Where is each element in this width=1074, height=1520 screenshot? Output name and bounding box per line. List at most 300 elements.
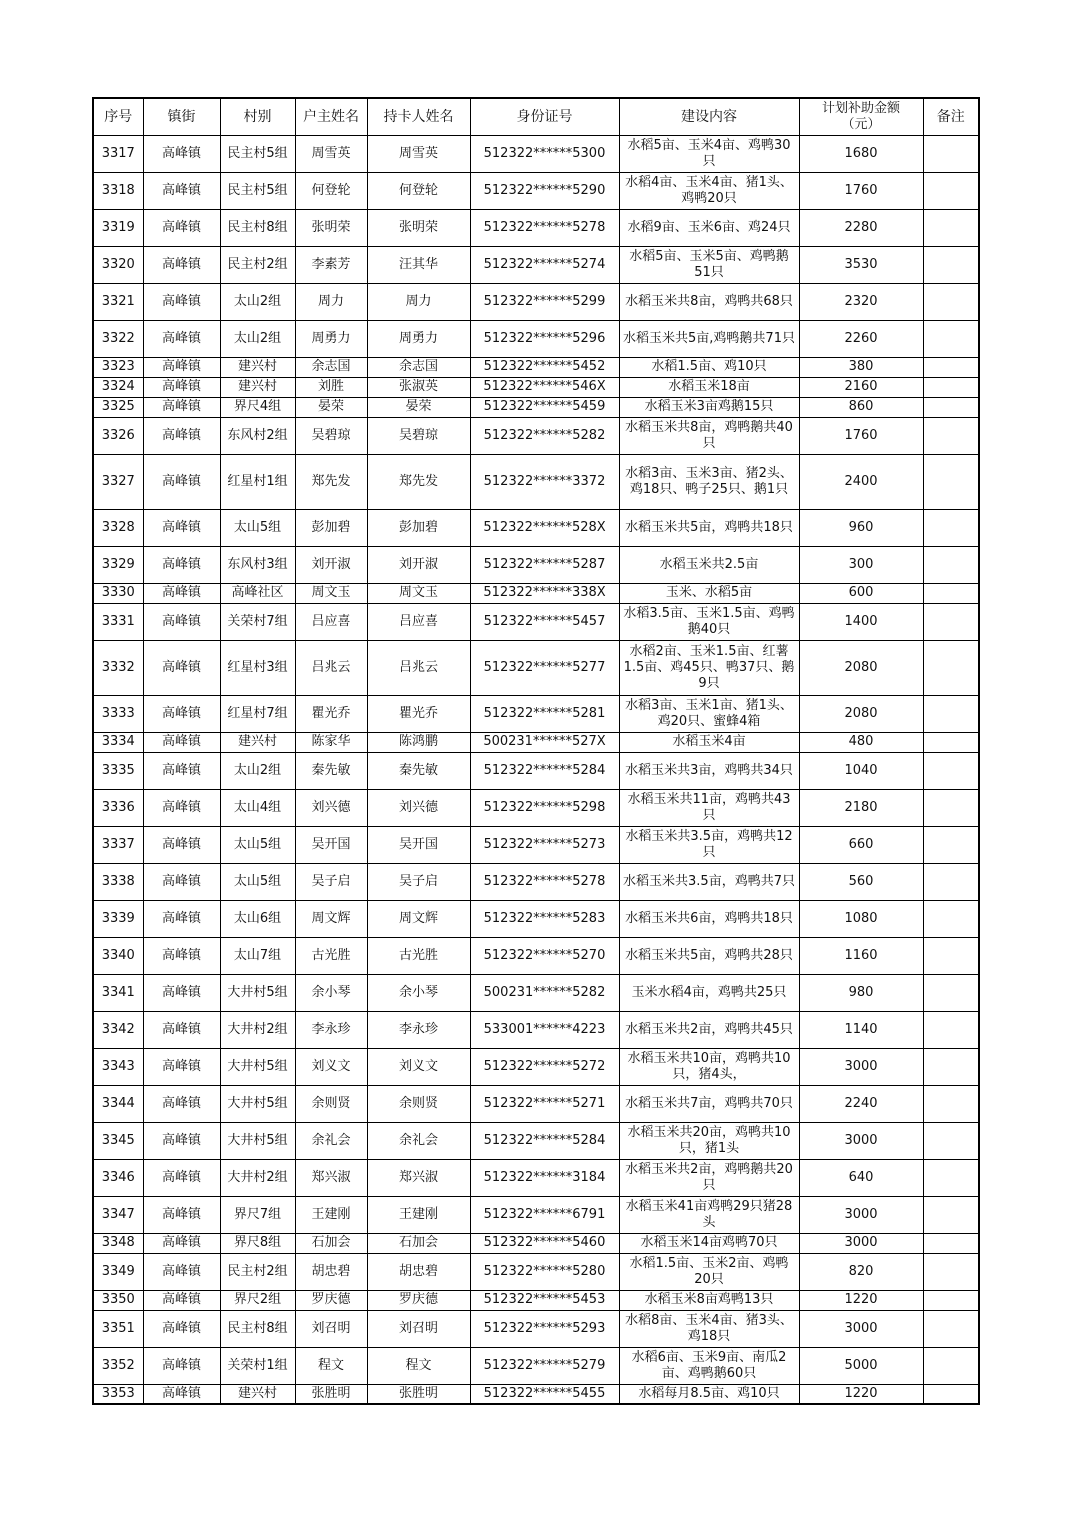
cell-remarks <box>923 172 979 209</box>
cell-town: 高峰镇 <box>143 357 220 377</box>
cell-id-number: 512322******5277 <box>470 640 619 695</box>
cell-id-number: 512322******5459 <box>470 397 619 417</box>
cell-id-number: 512322******5271 <box>470 1085 619 1122</box>
cell-village: 东风村3组 <box>220 546 295 583</box>
cell-householder: 余小琴 <box>295 974 367 1011</box>
cell-town: 高峰镇 <box>143 900 220 937</box>
table-row <box>93 863 979 900</box>
cell-remarks <box>923 1347 979 1384</box>
cell-cardholder: 周力 <box>367 283 470 320</box>
cell-seq: 3342 <box>93 1011 143 1048</box>
cell-cardholder: 郑兴淑 <box>367 1159 470 1196</box>
cell-seq: 3330 <box>93 583 143 603</box>
header-id-number: 身份证号 <box>470 98 619 135</box>
cell-remarks <box>923 417 979 454</box>
table-row <box>93 1048 979 1085</box>
cell-householder: 郑兴淑 <box>295 1159 367 1196</box>
header-village: 村别 <box>220 98 295 135</box>
cell-seq: 3321 <box>93 283 143 320</box>
cell-householder: 何登轮 <box>295 172 367 209</box>
cell-village: 民主村8组 <box>220 209 295 246</box>
cell-subsidy: 2320 <box>799 283 923 320</box>
cell-id-number: 512322******6791 <box>470 1196 619 1233</box>
cell-village: 民主村2组 <box>220 246 295 283</box>
cell-cardholder: 刘召明 <box>367 1310 470 1347</box>
cell-subsidy: 2400 <box>799 454 923 509</box>
cell-id-number: 512322******546X <box>470 377 619 397</box>
cell-subsidy: 1220 <box>799 1290 923 1310</box>
cell-cardholder: 程文 <box>367 1347 470 1384</box>
cell-village: 太山2组 <box>220 320 295 357</box>
cell-seq: 3337 <box>93 826 143 863</box>
cell-subsidy: 2080 <box>799 640 923 695</box>
cell-village: 大井村5组 <box>220 1122 295 1159</box>
cell-village: 高峰社区 <box>220 583 295 603</box>
cell-town: 高峰镇 <box>143 509 220 546</box>
cell-cardholder: 吕兆云 <box>367 640 470 695</box>
cell-remarks <box>923 1085 979 1122</box>
cell-householder: 张胜明 <box>295 1384 367 1404</box>
cell-village: 大井村5组 <box>220 1048 295 1085</box>
cell-town: 高峰镇 <box>143 640 220 695</box>
table-body <box>93 135 979 1404</box>
cell-id-number: 512322******5287 <box>470 546 619 583</box>
cell-subsidy: 380 <box>799 357 923 377</box>
cell-construction: 水稻每月8.5亩、鸡10只 <box>619 1384 799 1404</box>
cell-seq: 3338 <box>93 863 143 900</box>
cell-householder: 刘开淑 <box>295 546 367 583</box>
table-row <box>93 246 979 283</box>
table-row <box>93 1159 979 1196</box>
cell-seq: 3317 <box>93 135 143 172</box>
cell-construction: 水稻玉米共8亩，鸡鸭鹅共40只 <box>619 417 799 454</box>
cell-seq: 3319 <box>93 209 143 246</box>
table-row <box>93 417 979 454</box>
cell-village: 界尺4组 <box>220 397 295 417</box>
cell-cardholder: 吴碧琼 <box>367 417 470 454</box>
cell-cardholder: 彭加碧 <box>367 509 470 546</box>
cell-construction: 水稻8亩、玉米4亩、猪3头、鸡18只 <box>619 1310 799 1347</box>
cell-village: 红星村1组 <box>220 454 295 509</box>
cell-subsidy: 3000 <box>799 1122 923 1159</box>
cell-cardholder: 余则贤 <box>367 1085 470 1122</box>
cell-construction: 水稻玉米共20亩，鸡鸭共10只，猪1头 <box>619 1122 799 1159</box>
cell-id-number: 512322******5453 <box>470 1290 619 1310</box>
cell-village: 关荣村1组 <box>220 1347 295 1384</box>
cell-subsidy: 860 <box>799 397 923 417</box>
cell-construction: 水稻玉米41亩鸡鸭29只猪28头 <box>619 1196 799 1233</box>
cell-cardholder: 张明荣 <box>367 209 470 246</box>
cell-id-number: 512322******5298 <box>470 789 619 826</box>
cell-id-number: 512322******5283 <box>470 900 619 937</box>
cell-householder: 张明荣 <box>295 209 367 246</box>
cell-town: 高峰镇 <box>143 863 220 900</box>
table-row <box>93 546 979 583</box>
cell-subsidy: 3000 <box>799 1048 923 1085</box>
cell-town: 高峰镇 <box>143 320 220 357</box>
cell-seq: 3349 <box>93 1253 143 1290</box>
cell-householder: 余礼会 <box>295 1122 367 1159</box>
cell-remarks <box>923 640 979 695</box>
cell-householder: 刘胜 <box>295 377 367 397</box>
cell-seq: 3353 <box>93 1384 143 1404</box>
cell-cardholder: 陈鸿鹏 <box>367 732 470 752</box>
cell-village: 太山5组 <box>220 509 295 546</box>
cell-construction: 水稻玉米共3亩，鸡鸭共34只 <box>619 752 799 789</box>
table-row <box>93 1253 979 1290</box>
cell-householder: 周文玉 <box>295 583 367 603</box>
cell-householder: 罗庆德 <box>295 1290 367 1310</box>
cell-construction: 水稻玉米共2.5亩 <box>619 546 799 583</box>
cell-id-number: 512322******338X <box>470 583 619 603</box>
cell-village: 建兴村 <box>220 377 295 397</box>
cell-construction: 水稻玉米4亩 <box>619 732 799 752</box>
cell-id-number: 512322******5280 <box>470 1253 619 1290</box>
header-subsidy: 计划补助金额 （元） <box>799 98 923 135</box>
table-row <box>93 377 979 397</box>
cell-village: 界尺7组 <box>220 1196 295 1233</box>
cell-cardholder: 周雪英 <box>367 135 470 172</box>
cell-householder: 周文辉 <box>295 900 367 937</box>
cell-construction: 水稻玉米共5亩，鸡鸭共18只 <box>619 509 799 546</box>
cell-remarks <box>923 546 979 583</box>
table-row <box>93 1384 979 1404</box>
cell-construction: 水稻玉米共3.5亩，鸡鸭共12只 <box>619 826 799 863</box>
cell-village: 红星村7组 <box>220 695 295 732</box>
cell-town: 高峰镇 <box>143 752 220 789</box>
cell-id-number: 512322******5299 <box>470 283 619 320</box>
cell-village: 大井村5组 <box>220 1085 295 1122</box>
cell-remarks <box>923 246 979 283</box>
cell-town: 高峰镇 <box>143 397 220 417</box>
cell-village: 太山4组 <box>220 789 295 826</box>
cell-village: 大井村5组 <box>220 974 295 1011</box>
cell-cardholder: 吴子启 <box>367 863 470 900</box>
cell-cardholder: 何登轮 <box>367 172 470 209</box>
cell-town: 高峰镇 <box>143 937 220 974</box>
cell-village: 太山2组 <box>220 752 295 789</box>
cell-cardholder: 张胜明 <box>367 1384 470 1404</box>
cell-cardholder: 李永珍 <box>367 1011 470 1048</box>
cell-village: 太山7组 <box>220 937 295 974</box>
table-row <box>93 937 979 974</box>
cell-town: 高峰镇 <box>143 417 220 454</box>
cell-id-number: 512322******5273 <box>470 826 619 863</box>
cell-town: 高峰镇 <box>143 1253 220 1290</box>
cell-town: 高峰镇 <box>143 1310 220 1347</box>
cell-construction: 水稻玉米共10亩，鸡鸭共10只，猪4头， <box>619 1048 799 1085</box>
header-householder: 户主姓名 <box>295 98 367 135</box>
cell-construction: 水稻6亩、玉米9亩、南瓜2亩、鸡鸭鹅60只 <box>619 1347 799 1384</box>
cell-subsidy: 980 <box>799 974 923 1011</box>
cell-householder: 陈家华 <box>295 732 367 752</box>
cell-town: 高峰镇 <box>143 1196 220 1233</box>
cell-remarks <box>923 1159 979 1196</box>
cell-householder: 刘召明 <box>295 1310 367 1347</box>
cell-subsidy: 1680 <box>799 135 923 172</box>
cell-seq: 3328 <box>93 509 143 546</box>
cell-town: 高峰镇 <box>143 135 220 172</box>
cell-householder: 彭加碧 <box>295 509 367 546</box>
cell-construction: 水稻玉米共2亩，鸡鸭鹅共20只 <box>619 1159 799 1196</box>
cell-remarks <box>923 357 979 377</box>
cell-cardholder: 石加会 <box>367 1233 470 1253</box>
cell-id-number: 512322******5278 <box>470 209 619 246</box>
cell-householder: 吴子启 <box>295 863 367 900</box>
cell-town: 高峰镇 <box>143 732 220 752</box>
table-row <box>93 209 979 246</box>
table-row <box>93 1196 979 1233</box>
cell-cardholder: 余志国 <box>367 357 470 377</box>
cell-town: 高峰镇 <box>143 1233 220 1253</box>
header-construction: 建设内容 <box>619 98 799 135</box>
cell-seq: 3320 <box>93 246 143 283</box>
table-row <box>93 397 979 417</box>
cell-remarks <box>923 732 979 752</box>
cell-householder: 余志国 <box>295 357 367 377</box>
cell-subsidy: 5000 <box>799 1347 923 1384</box>
table-row <box>93 1085 979 1122</box>
table-row <box>93 1233 979 1253</box>
cell-village: 大井村2组 <box>220 1159 295 1196</box>
cell-subsidy: 2280 <box>799 209 923 246</box>
cell-village: 大井村2组 <box>220 1011 295 1048</box>
cell-id-number: 512322******3372 <box>470 454 619 509</box>
cell-id-number: 512322******5281 <box>470 695 619 732</box>
cell-id-number: 500231******5282 <box>470 974 619 1011</box>
table-row <box>93 357 979 377</box>
cell-remarks <box>923 377 979 397</box>
cell-construction: 水稻玉米共8亩，鸡鸭共68只 <box>619 283 799 320</box>
table-row <box>93 1290 979 1310</box>
cell-remarks <box>923 209 979 246</box>
cell-subsidy: 660 <box>799 826 923 863</box>
cell-subsidy: 2160 <box>799 377 923 397</box>
cell-seq: 3329 <box>93 546 143 583</box>
cell-town: 高峰镇 <box>143 1048 220 1085</box>
cell-village: 太山6组 <box>220 900 295 937</box>
cell-seq: 3341 <box>93 974 143 1011</box>
cell-construction: 水稻玉米共3.5亩，鸡鸭共7只 <box>619 863 799 900</box>
cell-subsidy: 640 <box>799 1159 923 1196</box>
table-row <box>93 640 979 695</box>
cell-seq: 3327 <box>93 454 143 509</box>
cell-seq: 3322 <box>93 320 143 357</box>
cell-id-number: 512322******5270 <box>470 937 619 974</box>
cell-id-number: 512322******5290 <box>470 172 619 209</box>
cell-town: 高峰镇 <box>143 454 220 509</box>
cell-id-number: 512322******5279 <box>470 1347 619 1384</box>
cell-cardholder: 刘兴德 <box>367 789 470 826</box>
cell-cardholder: 吕应喜 <box>367 603 470 640</box>
cell-subsidy: 300 <box>799 546 923 583</box>
cell-village: 民主村8组 <box>220 1310 295 1347</box>
cell-construction: 玉米水稻4亩，鸡鸭共25只 <box>619 974 799 1011</box>
cell-subsidy: 600 <box>799 583 923 603</box>
cell-cardholder: 刘义文 <box>367 1048 470 1085</box>
cell-village: 民主村5组 <box>220 172 295 209</box>
cell-remarks <box>923 1196 979 1233</box>
cell-construction: 水稻玉米共11亩，鸡鸭共43只 <box>619 789 799 826</box>
cell-subsidy: 1040 <box>799 752 923 789</box>
cell-remarks <box>923 283 979 320</box>
cell-id-number: 512322******5272 <box>470 1048 619 1085</box>
cell-town: 高峰镇 <box>143 1347 220 1384</box>
cell-remarks <box>923 900 979 937</box>
cell-householder: 周雪英 <box>295 135 367 172</box>
cell-householder: 吕兆云 <box>295 640 367 695</box>
cell-construction: 水稻2亩、玉米1.5亩、红薯1.5亩、鸡45只、鸭37只、鹅9只 <box>619 640 799 695</box>
cell-cardholder: 秦先敏 <box>367 752 470 789</box>
cell-seq: 3352 <box>93 1347 143 1384</box>
cell-village: 界尺2组 <box>220 1290 295 1310</box>
cell-remarks <box>923 937 979 974</box>
cell-cardholder: 郑先发 <box>367 454 470 509</box>
cell-subsidy: 1400 <box>799 603 923 640</box>
cell-remarks <box>923 1253 979 1290</box>
cell-construction: 水稻9亩、玉米6亩、鸡24只 <box>619 209 799 246</box>
cell-town: 高峰镇 <box>143 209 220 246</box>
cell-subsidy: 2240 <box>799 1085 923 1122</box>
cell-town: 高峰镇 <box>143 1290 220 1310</box>
table-row <box>93 732 979 752</box>
cell-town: 高峰镇 <box>143 789 220 826</box>
cell-town: 高峰镇 <box>143 246 220 283</box>
cell-construction: 水稻玉米共7亩，鸡鸭共70只 <box>619 1085 799 1122</box>
cell-seq: 3339 <box>93 900 143 937</box>
table-row <box>93 974 979 1011</box>
cell-remarks <box>923 320 979 357</box>
table-row <box>93 1347 979 1384</box>
cell-id-number: 512322******5300 <box>470 135 619 172</box>
cell-cardholder: 瞿光乔 <box>367 695 470 732</box>
cell-cardholder: 晏荣 <box>367 397 470 417</box>
cell-id-number: 533001******4223 <box>470 1011 619 1048</box>
cell-seq: 3346 <box>93 1159 143 1196</box>
cell-village: 界尺8组 <box>220 1233 295 1253</box>
cell-town: 高峰镇 <box>143 1159 220 1196</box>
cell-householder: 古光胜 <box>295 937 367 974</box>
cell-householder: 郑先发 <box>295 454 367 509</box>
cell-householder: 胡忠碧 <box>295 1253 367 1290</box>
table-row <box>93 789 979 826</box>
table-row <box>93 509 979 546</box>
cell-village: 太山2组 <box>220 283 295 320</box>
table-row <box>93 454 979 509</box>
cell-subsidy: 2080 <box>799 695 923 732</box>
cell-subsidy: 2260 <box>799 320 923 357</box>
cell-cardholder: 周勇力 <box>367 320 470 357</box>
cell-subsidy: 3000 <box>799 1233 923 1253</box>
cell-id-number: 512322******5274 <box>470 246 619 283</box>
header-seq: 序号 <box>93 98 143 135</box>
cell-town: 高峰镇 <box>143 283 220 320</box>
header-remarks: 备注 <box>923 98 979 135</box>
cell-subsidy: 2180 <box>799 789 923 826</box>
cell-cardholder: 余礼会 <box>367 1122 470 1159</box>
cell-id-number: 512322******5282 <box>470 417 619 454</box>
cell-seq: 3340 <box>93 937 143 974</box>
cell-seq: 3344 <box>93 1085 143 1122</box>
cell-seq: 3326 <box>93 417 143 454</box>
cell-seq: 3323 <box>93 357 143 377</box>
cell-construction: 水稻1.5亩、鸡10只 <box>619 357 799 377</box>
cell-cardholder: 王建刚 <box>367 1196 470 1233</box>
cell-construction: 水稻5亩、玉米4亩、鸡鸭30只 <box>619 135 799 172</box>
cell-seq: 3334 <box>93 732 143 752</box>
cell-cardholder: 周文辉 <box>367 900 470 937</box>
cell-town: 高峰镇 <box>143 1011 220 1048</box>
cell-remarks <box>923 1011 979 1048</box>
cell-cardholder: 胡忠碧 <box>367 1253 470 1290</box>
cell-construction: 玉米、水稻5亩 <box>619 583 799 603</box>
cell-subsidy: 480 <box>799 732 923 752</box>
table-row <box>93 283 979 320</box>
cell-remarks <box>923 863 979 900</box>
cell-seq: 3347 <box>93 1196 143 1233</box>
cell-village: 太山5组 <box>220 826 295 863</box>
cell-village: 建兴村 <box>220 732 295 752</box>
cell-id-number: 512322******5293 <box>470 1310 619 1347</box>
cell-id-number: 512322******528X <box>470 509 619 546</box>
cell-householder: 李永珍 <box>295 1011 367 1048</box>
header-town: 镇街 <box>143 98 220 135</box>
cell-village: 东风村2组 <box>220 417 295 454</box>
cell-town: 高峰镇 <box>143 826 220 863</box>
cell-householder: 石加会 <box>295 1233 367 1253</box>
cell-subsidy: 1760 <box>799 417 923 454</box>
table-row <box>93 135 979 172</box>
table-row <box>93 1310 979 1347</box>
cell-remarks <box>923 1384 979 1404</box>
cell-construction: 水稻5亩、玉米5亩、鸡鸭鹅51只 <box>619 246 799 283</box>
cell-remarks <box>923 135 979 172</box>
cell-householder: 李素芳 <box>295 246 367 283</box>
header-cardholder: 持卡人姓名 <box>367 98 470 135</box>
cell-subsidy: 560 <box>799 863 923 900</box>
cell-seq: 3336 <box>93 789 143 826</box>
cell-householder: 周勇力 <box>295 320 367 357</box>
cell-remarks <box>923 695 979 732</box>
cell-subsidy: 3000 <box>799 1196 923 1233</box>
cell-id-number: 512322******5457 <box>470 603 619 640</box>
cell-construction: 水稻玉米共6亩，鸡鸭共18只 <box>619 900 799 937</box>
cell-subsidy: 820 <box>799 1253 923 1290</box>
cell-cardholder: 周文玉 <box>367 583 470 603</box>
table-row <box>93 603 979 640</box>
table-row <box>93 583 979 603</box>
cell-remarks <box>923 1233 979 1253</box>
cell-town: 高峰镇 <box>143 583 220 603</box>
cell-construction: 水稻玉米8亩鸡鸭13只 <box>619 1290 799 1310</box>
cell-remarks <box>923 1048 979 1085</box>
cell-householder: 晏荣 <box>295 397 367 417</box>
cell-construction: 水稻玉米共2亩，鸡鸭共45只 <box>619 1011 799 1048</box>
table-row <box>93 172 979 209</box>
cell-village: 关荣村7组 <box>220 603 295 640</box>
cell-cardholder: 古光胜 <box>367 937 470 974</box>
cell-town: 高峰镇 <box>143 695 220 732</box>
cell-subsidy: 1080 <box>799 900 923 937</box>
cell-subsidy: 3000 <box>799 1310 923 1347</box>
cell-construction: 水稻玉米14亩鸡鸭70只 <box>619 1233 799 1253</box>
cell-town: 高峰镇 <box>143 546 220 583</box>
cell-seq: 3335 <box>93 752 143 789</box>
cell-id-number: 512322******5278 <box>470 863 619 900</box>
cell-householder: 程文 <box>295 1347 367 1384</box>
cell-remarks <box>923 454 979 509</box>
cell-town: 高峰镇 <box>143 1122 220 1159</box>
